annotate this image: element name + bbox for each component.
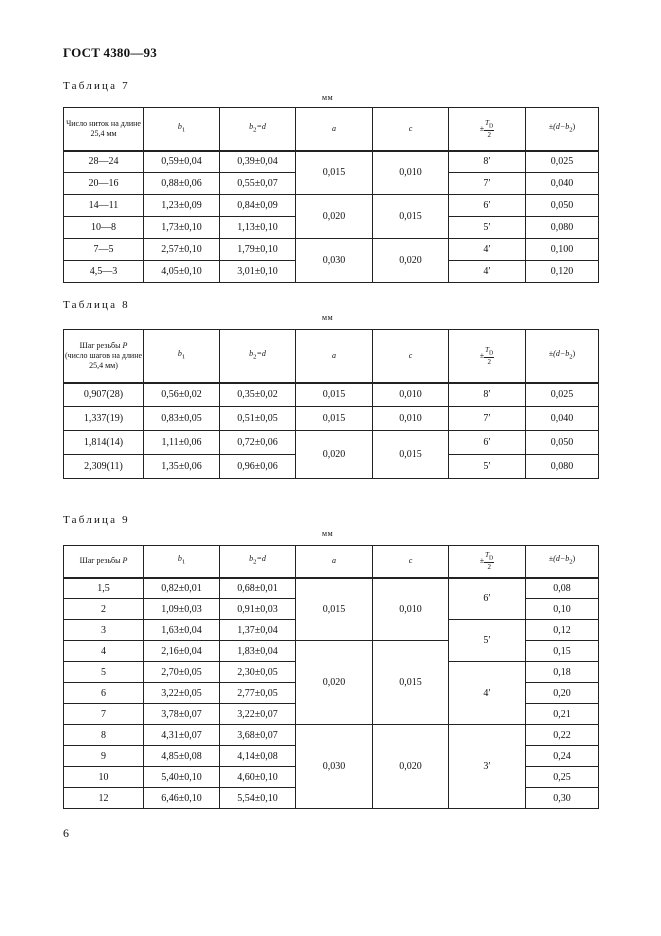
cell-b1: 6,46±0,10 [144,788,220,809]
header-thread-pitch: Шаг резьбы P [64,546,144,578]
cell-b1: 4,05±0,10 [144,261,220,283]
cell-c: 0,010 [373,578,449,641]
cell-d: 0,18 [526,662,599,683]
cell-d: 0,120 [526,261,599,283]
page-number: 6 [63,826,69,840]
cell-b2: 0,91±0,03 [220,599,296,620]
cell-thread: 4,5—3 [64,261,144,283]
cell-b1: 2,57±0,10 [144,239,220,261]
header-b2: $b_2=d$ [220,546,296,578]
table-row [64,578,599,599]
cell-d: 0,30 [526,788,599,809]
cell-angle: 5′ [449,217,526,239]
table-9-caption: Таблица 9 [63,514,130,526]
cell-b1: 2,16±0,04 [144,641,220,662]
cell-pitch: 0,907(28) [64,383,144,407]
cell-c: 0,020 [373,725,449,809]
table-row [64,195,599,217]
cell-angle: 4′ [449,239,526,261]
cell-b1: 1,63±0,04 [144,620,220,641]
cell-d: 0,040 [526,173,599,195]
cell-b1: 3,78±0,07 [144,704,220,725]
header-b1: $b_1$ [144,546,220,578]
cell-angle: 4′ [449,662,526,725]
cell-d: 0,050 [526,195,599,217]
cell-b2: 4,60±0,10 [220,767,296,788]
cell-a: 0,015 [296,383,373,407]
table-8-caption: Таблица 8 [63,299,130,311]
cell-c: 0,015 [373,195,449,239]
cell-a: 0,030 [296,239,373,283]
cell-pitch: 10 [64,767,144,788]
cell-d: 0,040 [526,407,599,431]
table-row [64,383,599,407]
cell-d: 0,20 [526,683,599,704]
cell-d: 0,15 [526,641,599,662]
cell-angle: 6′ [449,578,526,620]
cell-pitch: 6 [64,683,144,704]
header-b1: $b_1$ [144,108,220,151]
cell-thread: 7—5 [64,239,144,261]
cell-angle: 3′ [449,725,526,809]
cell-a: 0,015 [296,578,373,641]
cell-b1: 4,85±0,08 [144,746,220,767]
cell-angle: 6′ [449,431,526,455]
header-c: c [373,108,449,151]
cell-b2: 0,55±0,07 [220,173,296,195]
cell-b2: 0,72±0,06 [220,431,296,455]
cell-c: 0,015 [373,641,449,725]
cell-pitch: 7 [64,704,144,725]
cell-pitch: 2 [64,599,144,620]
table-8 [63,329,599,479]
table-7 [63,107,599,283]
table-row [64,725,599,746]
cell-pitch: 5 [64,662,144,683]
table-9-unit: мм [322,529,334,538]
header-thread-pitch: Шаг резьбы P (число шагов на длине 25,4 мм) [64,330,144,383]
cell-a: 0,020 [296,431,373,479]
header-td-half: ± $\frac{T_D}{2}$ [449,330,526,383]
cell-pitch: 2,309(11) [64,455,144,479]
cell-d: 0,21 [526,704,599,725]
cell-c: 0,015 [373,431,449,479]
table-row [64,431,599,455]
cell-thread: 10—8 [64,217,144,239]
cell-b1: 3,22±0,05 [144,683,220,704]
cell-d: 0,080 [526,455,599,479]
cell-d: 0,080 [526,217,599,239]
table-7-unit: мм [322,93,334,102]
header-td-half: ± $\frac{T_D}{2}$ [449,108,526,151]
cell-d: 0,050 [526,431,599,455]
cell-b1: 4,31±0,07 [144,725,220,746]
cell-angle: 5′ [449,620,526,662]
cell-a: 0,015 [296,151,373,195]
cell-angle: 6′ [449,195,526,217]
header-b1: $b_1$ [144,330,220,383]
cell-b2: 0,96±0,06 [220,455,296,479]
cell-d: 0,25 [526,767,599,788]
cell-angle: 7′ [449,173,526,195]
cell-d: 0,025 [526,383,599,407]
header-thread-count: Число ниток на длине 25,4 мм [64,108,144,151]
cell-b2: 1,13±0,10 [220,217,296,239]
cell-a: 0,020 [296,195,373,239]
header-c: c [373,330,449,383]
cell-b2: 1,37±0,04 [220,620,296,641]
cell-thread: 28—24 [64,151,144,173]
cell-b2: 3,68±0,07 [220,725,296,746]
cell-d: 0,08 [526,578,599,599]
cell-d: 0,22 [526,725,599,746]
header-c: c [373,546,449,578]
cell-b2: 0,68±0,01 [220,578,296,599]
header-td-half: ± $\frac{T_D}{2}$ [449,546,526,578]
cell-pitch: 1,814(14) [64,431,144,455]
cell-d: 0,10 [526,599,599,620]
cell-b2: 0,84±0,09 [220,195,296,217]
cell-b2: 1,79±0,10 [220,239,296,261]
cell-d: 0,24 [526,746,599,767]
cell-b2: 3,01±0,10 [220,261,296,283]
cell-pitch: 1,5 [64,578,144,599]
cell-b2: 0,39±0,04 [220,151,296,173]
cell-pitch: 12 [64,788,144,809]
table-row [64,407,599,431]
cell-b1: 1,09±0,03 [144,599,220,620]
header-d-minus-b2: $\pm(d-b_2)$ [526,108,599,151]
cell-b1: 0,82±0,01 [144,578,220,599]
cell-b2: 0,51±0,05 [220,407,296,431]
cell-c: 0,010 [373,407,449,431]
table-row [64,151,599,173]
cell-b2: 5,54±0,10 [220,788,296,809]
cell-b1: 1,35±0,06 [144,455,220,479]
cell-a: 0,030 [296,725,373,809]
cell-b1: 0,83±0,05 [144,407,220,431]
table-row [64,239,599,261]
cell-b1: 1,11±0,06 [144,431,220,455]
cell-angle: 4′ [449,261,526,283]
cell-b1: 0,59±0,04 [144,151,220,173]
cell-c: 0,010 [373,151,449,195]
cell-b2: 2,77±0,05 [220,683,296,704]
cell-pitch: 4 [64,641,144,662]
cell-b2: 3,22±0,07 [220,704,296,725]
header-a: a [296,108,373,151]
document-header: ГОСТ 4380—93 [63,45,157,60]
header-d-minus-b2: $\pm(d-b_2)$ [526,546,599,578]
cell-b2: 0,35±0,02 [220,383,296,407]
cell-pitch: 3 [64,620,144,641]
cell-b2: 1,83±0,04 [220,641,296,662]
cell-b1: 1,73±0,10 [144,217,220,239]
cell-a: 0,015 [296,407,373,431]
cell-c: 0,010 [373,383,449,407]
header-b2: $b_2=d$ [220,330,296,383]
cell-b1: 1,23±0,09 [144,195,220,217]
cell-b2: 4,14±0,08 [220,746,296,767]
cell-d: 0,12 [526,620,599,641]
cell-thread: 14—11 [64,195,144,217]
cell-angle: 8′ [449,151,526,173]
table-7-caption: Таблица 7 [63,80,130,92]
cell-b1: 5,40±0,10 [144,767,220,788]
cell-b1: 2,70±0,05 [144,662,220,683]
table-9 [63,545,599,809]
cell-d: 0,025 [526,151,599,173]
header-a: a [296,546,373,578]
cell-angle: 5′ [449,455,526,479]
cell-thread: 20—16 [64,173,144,195]
cell-b2: 2,30±0,05 [220,662,296,683]
header-b2: $b_2=d$ [220,108,296,151]
cell-a: 0,020 [296,641,373,725]
header-d-minus-b2: $\pm(d-b_2)$ [526,330,599,383]
cell-b1: 0,88±0,06 [144,173,220,195]
cell-d: 0,100 [526,239,599,261]
cell-c: 0,020 [373,239,449,283]
cell-angle: 8′ [449,383,526,407]
cell-pitch: 9 [64,746,144,767]
header-a: a [296,330,373,383]
cell-pitch: 8 [64,725,144,746]
cell-b1: 0,56±0,02 [144,383,220,407]
table-8-unit: мм [322,313,334,322]
cell-pitch: 1,337(19) [64,407,144,431]
cell-angle: 7′ [449,407,526,431]
